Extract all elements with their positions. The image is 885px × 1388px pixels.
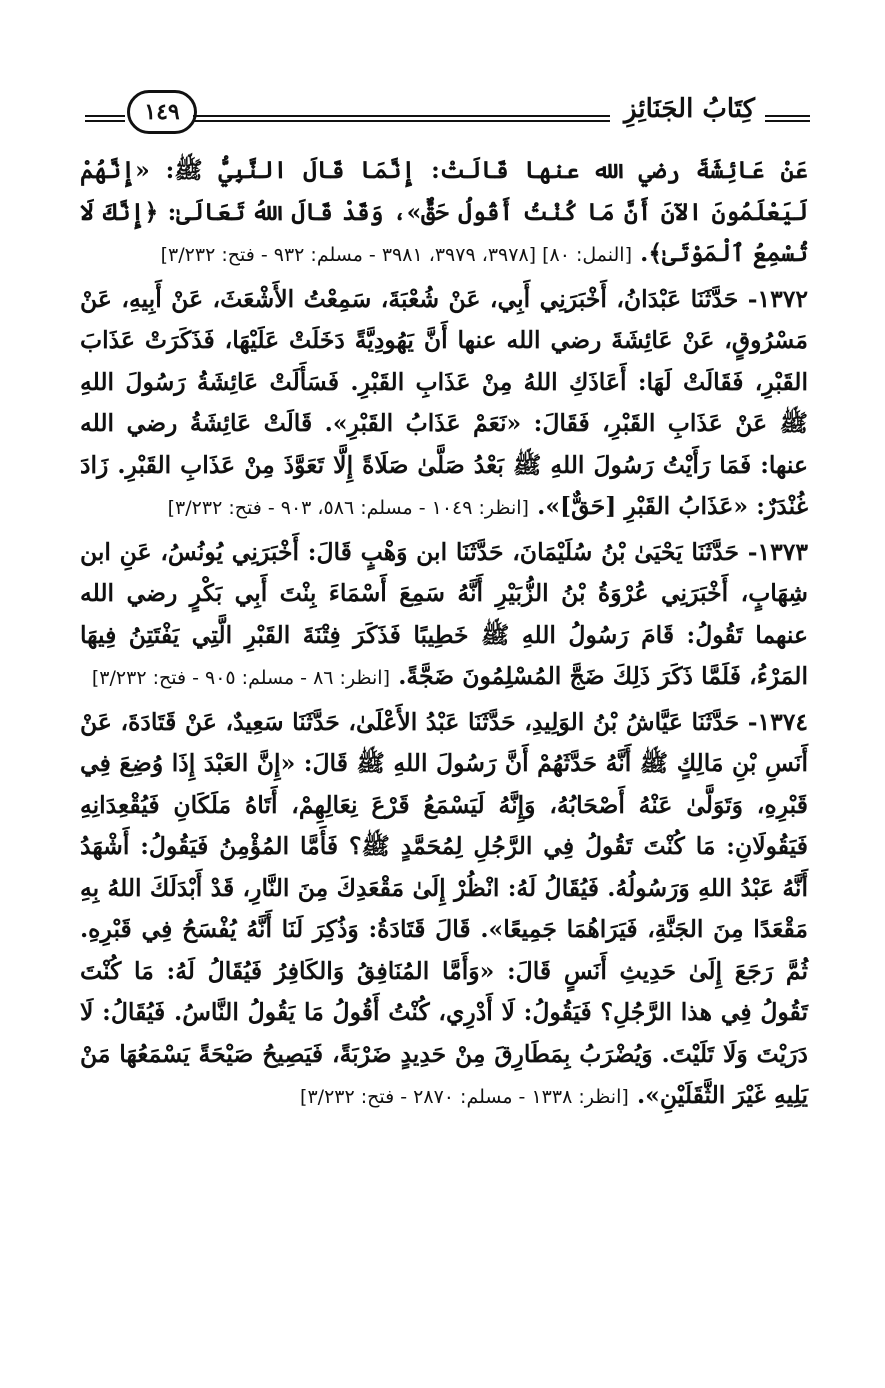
hadith-text: عَنْ عَائِشَةَ رضي الله عنها قَالَتْ: إِنَّمَا قَالَ النَّبِيُّ ﷺ: «إِنَّهُمْ لَيَعْلَمُونَ الآنَ أَنَّ مَا كُنْتُ أَقُولُ حَقٌّ»، وَقَدْ قَالَ اللهُ تَعَالَىٰ: ﴿إِنَّكَ لَا تُسْمِعُ ٱلْمَوْتَىٰ﴾. xyxy=(80,156,808,267)
running-header xyxy=(85,88,810,138)
hadith-1374 xyxy=(80,702,808,1119)
hadith-text: ١٣٧٣- حَدَّثَنَا يَحْيَىٰ بْنُ سُلَيْمَانَ، حَدَّثَنَا ابن وَهْبٍ قَالَ: أَخْبَرَنِي يُونُسُ، عَنِ ابن شِهَابٍ، أَخْبَرَنِي عُرْوَةُ بْنُ الزُّبَيْرِ أَنَّهُ سَمِعَ أَسْمَاءَ بِنْتَ أَبِي بَكْرٍ رضي الله عنهما تَقُولُ: قَامَ رَسُولُ اللهِ ﷺ خَطِيبًا فَذَكَرَ فِتْنَةَ القَبْرِ الَّتِي يَفْتَتِنُ فِيهَا المَرْءُ، فَلَمَّا ذَكَرَ ذَلِكَ ضَجَّ المُسْلِمُونَ ضَجَّةً. xyxy=(80,537,808,690)
header-rule-middle xyxy=(193,115,610,122)
hadith-text: ١٣٧٤- حَدَّثَنَا عَيَّاشُ بْنُ الوَلِيدِ، حَدَّثَنَا عَبْدُ الأَعْلَىٰ، حَدَّثَنَا سَعِيدٌ، عَنْ قَتَادَةَ، عَنْ أَنَسِ بْنِ مَالِكٍ ﷺ أَنَّهُ حَدَّثَهُمْ أَنَّ رَسُولَ اللهِ ﷺ قَالَ: «إِنَّ العَبْدَ إِذَا وُضِعَ فِي قَبْرِهِ، وَتَوَلَّىٰ عَنْهُ أَصْحَابُهُ، وَإِنَّهُ لَيَسْمَعُ قَرْعَ نِعَالِهِمْ، أَتَاهُ مَلَكَانِ فَيُقْعِدَانِهِ فَيَقُولَانِ: مَا كُنْتَ تَقُولُ فِي الرَّجُلِ لِمُحَمَّدٍ ﷺ؟ فَأَمَّا المُؤْمِنُ فَيَقُولُ: أَشْهَدُ أَنَّهُ عَبْدُ اللهِ وَرَسُولُهُ. فَيُقَالُ لَهُ: انْظُرْ إِلَىٰ مَقْعَدِكَ مِنَ النَّارِ، قَدْ أَبْدَلَكَ اللهُ بِهِ مَقْعَدًا مِنَ الجَنَّةِ، فَيَرَاهُمَا جَمِيعًا». قَالَ قَتَادَةُ: وَذُكِرَ لَنَا أَنَّهُ يُفْسَحُ فِي قَبْرِهِ. ثُمَّ رَجَعَ إِلَىٰ حَدِيثِ أَنَسٍ قَالَ: «وَأَمَّا المُنَافِقُ وَالكَافِرُ فَيُقَالُ لَهُ: مَا كُنْتَ تَقُولُ فِي هذا الرَّجُلِ؟ فَيَقُولُ: لَا أَدْرِي، كُنْتُ أَقُولُ مَا يَقُولُ النَّاسُ. فَيُقَالُ: لَا دَرَيْتَ وَلَا تَلَيْتَ. وَيُضْرَبُ بِمَطَارِقَ مِنْ حَدِيدٍ ضَرْبَةً، فَيَصِيحُ صَيْحَةً يَسْمَعُهَا مَنْ يَلِيهِ غَيْرَ الثَّقَلَيْنِ». xyxy=(80,707,808,1109)
paragraph-continuation xyxy=(80,150,808,277)
hadith-reference: [انظر: ٨٦ - مسلم: ٩٠٥ - فتح: ٣/٢٣٢] xyxy=(91,667,390,689)
hadith-text: ١٣٧٢- حَدَّثَنَا عَبْدَانُ، أَخْبَرَنِي أَبِي، عَنْ شُعْبَةَ، سَمِعْتُ الأَشْعَثَ، عَنْ أَبِيهِ، عَنْ مَسْرُوقٍ، عَنْ عَائِشَةَ رضي الله عنها أَنَّ يَهُودِيَّةً دَخَلَتْ عَلَيْهَا، فَذَكَرَتْ عَذَابَ القَبْرِ، فَقَالَتْ لَهَا: أَعَاذَكِ اللهُ مِنْ عَذَابِ القَبْرِ. فَسَأَلَتْ عَائِشَةُ رَسُولَ اللهِ ﷺ عَنْ عَذَابِ القَبْرِ، فَقَالَ: «نَعَمْ عَذَابُ القَبْرِ». قَالَتْ عَائِشَةُ رضي الله عنها: فَمَا رَأَيْتُ رَسُولَ اللهِ ﷺ بَعْدُ صَلَّىٰ صَلَاةً إِلَّا تَعَوَّذَ مِنْ عَذَابِ القَبْرِ. زَادَ غُنْدَرٌ: «عَذَابُ القَبْرِ [حَقٌّ]». xyxy=(80,284,808,520)
hadith-1372 xyxy=(80,279,808,530)
header-rule-left xyxy=(85,115,125,122)
chapter-title: كِتَابُ الجَنَائِزِ xyxy=(624,94,755,124)
hadith-reference: [انظر: ١٠٤٩ - مسلم: ٥٨٦، ٩٠٣ - فتح: ٣/٢٣٢] xyxy=(167,497,529,519)
hadith-reference: [النمل: ٨٠] [٣٩٧٨، ٣٩٧٩، ٣٩٨١ - مسلم: ٩٣٢ - فتح: ٣/٢٣٢] xyxy=(160,244,632,266)
hadith-reference: [انظر: ١٣٣٨ - مسلم: ٢٨٧٠ - فتح: ٣/٢٣٢] xyxy=(300,1086,629,1108)
page-number: ١٤٩ xyxy=(127,90,197,134)
page-body xyxy=(80,150,808,1119)
header-rule-right xyxy=(765,115,810,122)
hadith-1373 xyxy=(80,532,808,700)
